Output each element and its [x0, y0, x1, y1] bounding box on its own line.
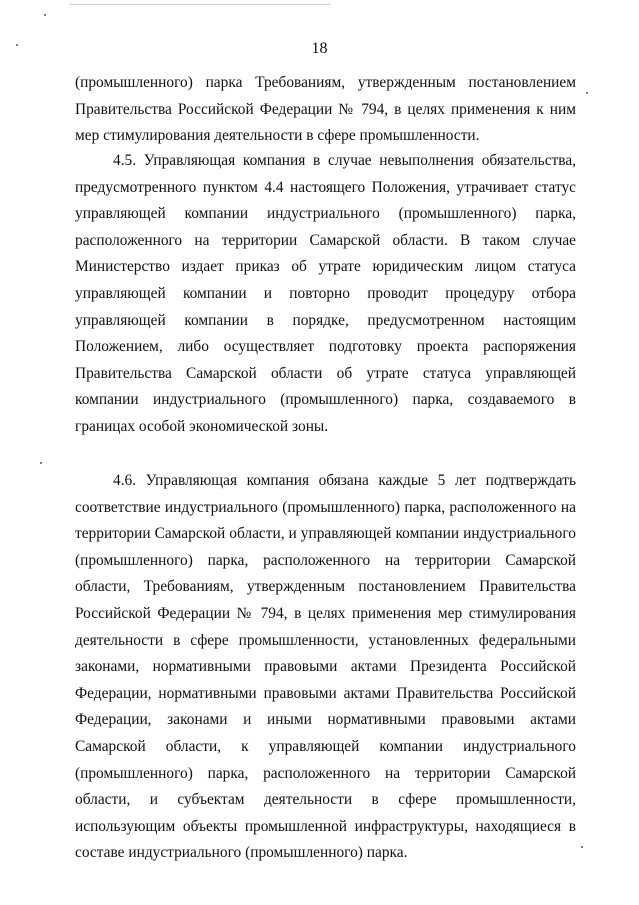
scan-speck: [44, 14, 46, 16]
paragraph-4-6: 4.6. Управляющая компания обязана каждые 5 лет подтверждать соответствие индустриального (промышленного) парка, расположенного на территории Самарской области, и управляющей компании индустриального (промышленного) парка, расположенного на территории Самарской области, Требованиям, утвержденным постановлением Правительства Российской Федерации № 794, в целях применения мер стимулирования деятельности в сфере промышленности, установленных федеральными законами, нормативными правовыми актами Президента Российской Федерации, нормативными правовыми актами Правительства Российской Федерации, законами и иными нормативными правовыми актами Самарской области, к управляющей компании индустриального (промышленного) парка, расположенного на территории Самарской области, и субъектам деятельности в сфере промышленности, использующим объекты промышленной инфраструктуры, находящиеся в составе индустриального (промышленного) парка.: [75, 472, 576, 862]
scan-speck: [581, 846, 583, 848]
scan-speck: [586, 92, 588, 94]
paragraph-continuation: (промышленного) парка Требованиям, утвержденным постановлением Правительства Российской Федерации № 794, в целях применения к ним мер стимулирования деятельности в сфере промышленности.: [75, 74, 576, 145]
scan-edge-line: [70, 4, 330, 5]
scan-speck: [40, 462, 42, 464]
scan-speck: [16, 44, 18, 46]
page-number: 18: [311, 40, 328, 57]
paragraph-4-5: 4.5. Управляющая компания в случае невыполнения обязательства, предусмотренного пунктом 4.4 настоящего Положения, утрачивает статус управляющей компании индустриального (промышленного) парка, расположенного на территории Самарской области. В таком случае Министерство издает приказ об утрате юридическим лицом статуса управляющей компании и повторно проводит процедуру отбора управляющей компании в порядке, предусмотренном настоящим Положением, либо осуществляет подготовку проекта распоряжения Правительства Самарской области об утрате статуса управляющей компании индустриального (промышленного) парка, создаваемого в границах особой экономической зоны.: [75, 152, 576, 435]
